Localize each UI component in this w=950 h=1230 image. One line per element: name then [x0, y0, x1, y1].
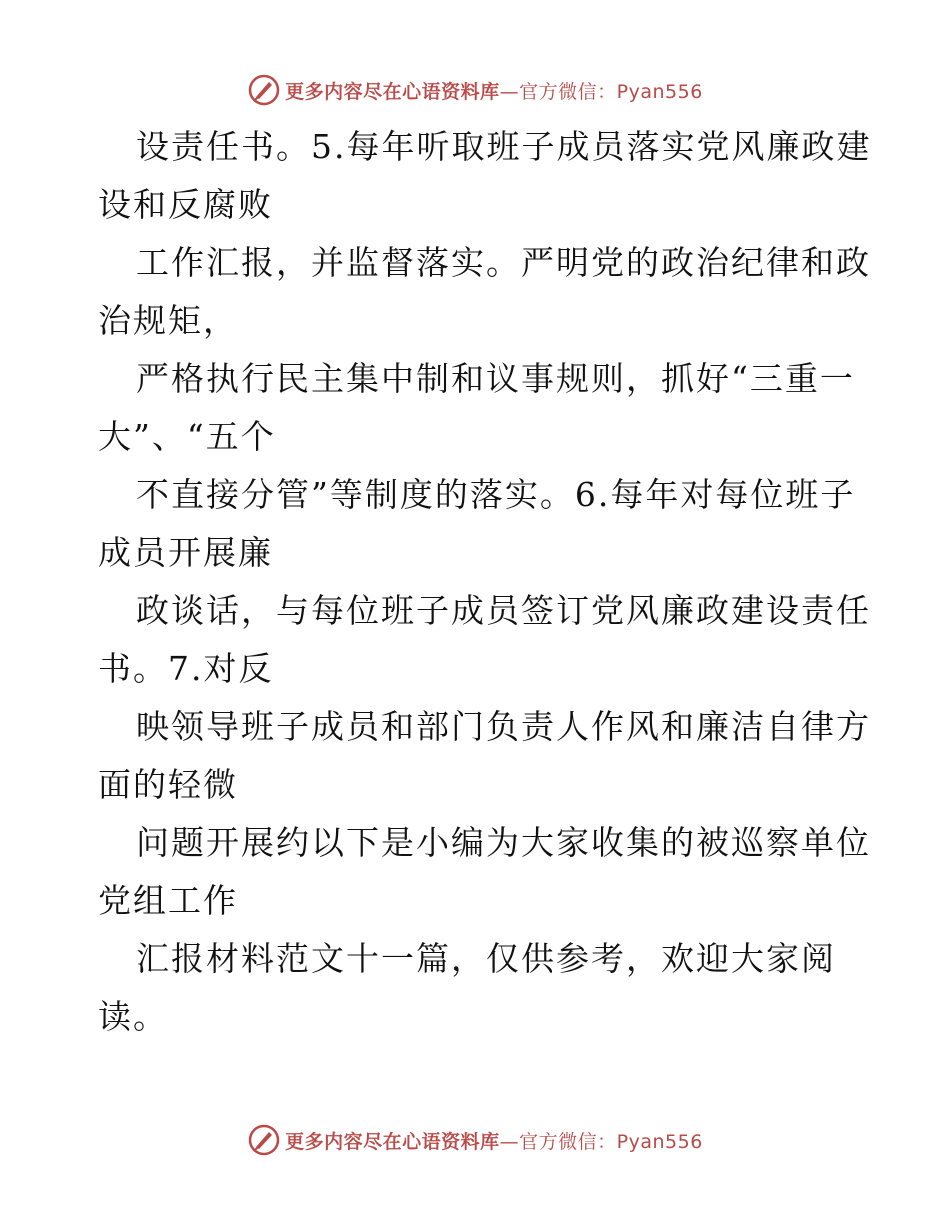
quill-pen-logo-icon [247, 1123, 281, 1157]
footer-brand: 更多内容尽在心语资料库 [285, 1130, 500, 1153]
text-line: 治规矩， [98, 301, 238, 340]
text-line: 映领导班子成员和部门负责人作风和廉洁自律方 [136, 707, 871, 746]
footer-suffix: 官方微信：Pyan556 [519, 1130, 703, 1153]
body-paragraph [98, 118, 872, 1046]
text-line: 不直接分管”等制度的落实。6.每年对每位班子 [136, 475, 856, 514]
text-line: 问题开展约以下是小编为大家收集的被巡察单位 [136, 823, 871, 862]
document-body [98, 118, 872, 1046]
quill-pen-logo-icon [247, 73, 281, 107]
footer-separator: — [499, 1130, 520, 1153]
text-line: 成员开展廉 [98, 533, 273, 572]
text-line: 读。 [98, 997, 168, 1036]
text-line: 大”、“五个 [98, 417, 276, 456]
text-line: 政谈话，与每位班子成员签订党风廉政建设责任 [136, 591, 871, 630]
header-separator: — [499, 80, 520, 103]
header-watermark-banner [0, 72, 950, 108]
text-line: 面的轻微 [98, 765, 238, 804]
text-line: 设责任书。5.每年听取班子成员落实党风廉政建 [136, 127, 872, 166]
header-suffix: 官方微信：Pyan556 [519, 80, 703, 103]
text-line: 严格执行民主集中制和议事规则，抓好“三重一 [136, 359, 855, 398]
text-line: 党组工作 [98, 881, 238, 920]
text-line: 工作汇报，并监督落实。严明党的政治纪律和政 [136, 243, 871, 282]
text-line: 设和反腐败 [98, 185, 273, 224]
footer-watermark-banner [0, 1122, 950, 1158]
text-line: 汇报材料范文十一篇，仅供参考，欢迎大家阅 [136, 939, 836, 978]
footer-watermark-text [285, 1127, 703, 1154]
header-brand: 更多内容尽在心语资料库 [285, 80, 500, 103]
header-watermark-text [285, 77, 703, 104]
text-line: 书。7.对反 [98, 649, 274, 688]
